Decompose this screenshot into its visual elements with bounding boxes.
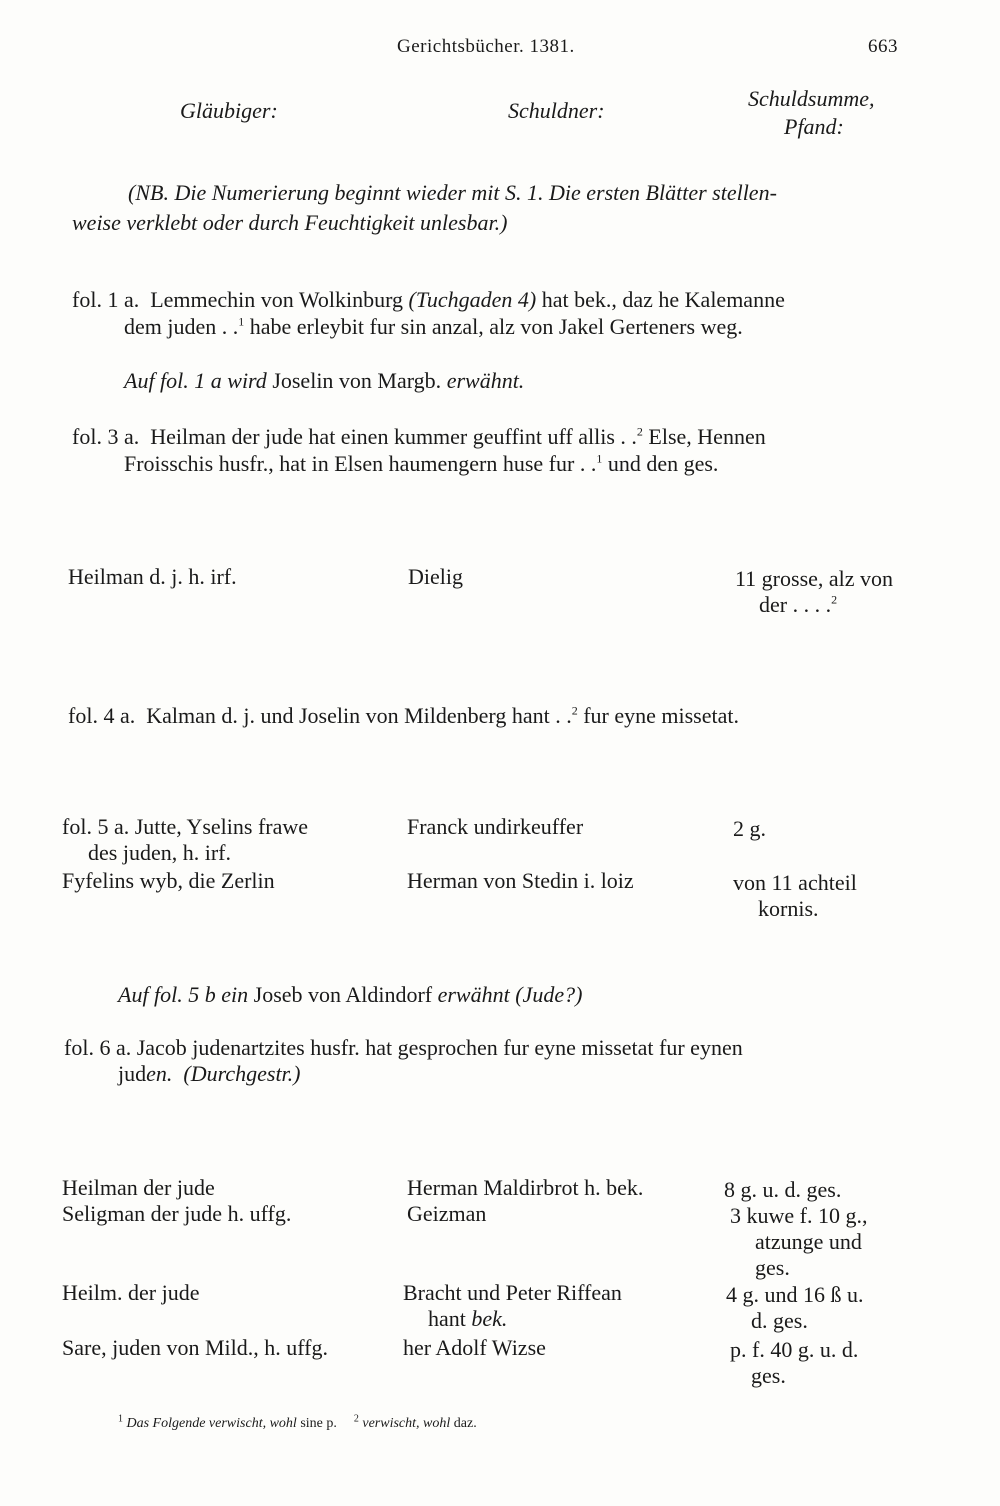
mention-suffix: erwähnt. xyxy=(446,368,525,393)
table3-row1-sum: 8 g. u. d. ges. xyxy=(724,1177,842,1202)
entry-text: habe erleybit fur sin anzal, alz von Jakel Gerteners weg. xyxy=(244,314,743,339)
table3-row4-sum-line2: ges. xyxy=(751,1363,786,1388)
table2-row2-sum-line2: kornis. xyxy=(758,896,819,921)
mention-name: Joseb von Aldindorf xyxy=(253,982,438,1007)
entry-fol-4a xyxy=(68,703,739,729)
table3-row1-creditor: Heilman der jude xyxy=(62,1175,215,1200)
table2-row2-sum-line1: von 11 achteil xyxy=(733,870,857,895)
table1-sum-line2 xyxy=(759,592,837,618)
entry-text: dem juden . . xyxy=(124,314,239,339)
column-heading-creditor: Gläubiger: xyxy=(180,98,278,123)
entry-fol-3a-line2 xyxy=(124,451,718,477)
footnote-text: Das Folgende verwischt, wohl xyxy=(126,1416,301,1431)
footnote-ref: 1 xyxy=(596,451,603,466)
table3-row3-sum-line1: 4 g. und 16 ß u. xyxy=(726,1282,864,1307)
mention-fol-1a xyxy=(124,368,524,394)
footnotes xyxy=(118,1413,477,1432)
running-title: Gerichtsbücher. 1381. xyxy=(397,36,575,57)
table1-sum-line1: 11 grosse, alz von xyxy=(735,566,894,591)
footnote-text: verwischt, wohl xyxy=(362,1416,454,1431)
entry-fol-3a-line1 xyxy=(72,424,766,450)
table3-row4-sum-line1: p. f. 40 g. u. d. xyxy=(730,1337,859,1362)
mention-name: Joselin von Margb. xyxy=(272,368,447,393)
entry-fol-1a-line2 xyxy=(124,314,743,340)
editorial-note-line1: (NB. Die Numerierung beginnt wieder mit S. 1. Die ersten Blätter stellen- xyxy=(128,180,777,205)
entry-fol-1a-line1 xyxy=(72,287,785,313)
entry-text: fol. 3 a. Heilman der jude hat einen kummer geuffint uff allis . . xyxy=(72,424,637,449)
sum-text: der . . . . xyxy=(759,592,832,617)
entry-text: fol. 1 a. Lemmechin von Wolkinburg xyxy=(72,287,409,312)
footnote-marker: 2 xyxy=(353,1413,359,1425)
table3-row3-creditor: Heilm. der jude xyxy=(62,1280,200,1305)
entry-text: fur eyne missetat. xyxy=(577,703,739,728)
footnote-text: sine p. xyxy=(300,1416,337,1431)
mention-prefix: Auf fol. 1 a wird xyxy=(124,368,273,393)
column-heading-pledge: Pfand: xyxy=(784,114,844,139)
footnote-ref: 1 xyxy=(238,314,245,329)
column-heading-debtor: Schuldner: xyxy=(508,98,605,123)
table2-row1-sum: 2 g. xyxy=(733,816,766,841)
table1-creditor: Heilman d. j. h. irf. xyxy=(68,564,237,589)
entry-text: und den ges. xyxy=(602,451,719,476)
entry-text: fol. 4 a. Kalman d. j. und Joselin von Mildenberg hant . . xyxy=(68,703,572,728)
entry-text: Froisschis husfr., hat in Elsen haumengern huse fur . . xyxy=(124,451,597,476)
column-heading-sum: Schuldsumme, xyxy=(748,86,875,111)
entry-text: hat bek., daz he Kalemanne xyxy=(536,287,785,312)
table2-row1-debtor: Franck undirkeuffer xyxy=(407,814,584,839)
location-reference: (Tuchgaden 4) xyxy=(408,287,537,312)
table3-row4-creditor: Sare, juden von Mild., h. uffg. xyxy=(62,1335,329,1360)
footnote-ref: 2 xyxy=(571,703,578,718)
strikethrough-note: en. (Durchgestr.) xyxy=(146,1061,301,1086)
table3-row3-debtor-line1: Bracht und Peter Riffean xyxy=(403,1280,622,1305)
footnote-ref: 2 xyxy=(636,424,643,439)
entry-text: jud xyxy=(118,1061,147,1086)
mention-suffix: erwähnt (Jude?) xyxy=(437,982,583,1007)
mention-fol-5b xyxy=(118,982,582,1008)
mention-prefix: Auf fol. 5 b ein xyxy=(118,982,254,1007)
table3-row4-debtor: her Adolf Wizse xyxy=(403,1335,546,1360)
table2-row1-creditor-line2: des juden, h. irf. xyxy=(88,840,231,865)
footnote-ref: 2 xyxy=(831,592,838,607)
table3-row2-sum-line1: 3 kuwe f. 10 g., xyxy=(730,1203,868,1228)
entry-text: Else, Hennen xyxy=(642,424,766,449)
footnote-marker: 1 xyxy=(118,1413,123,1425)
table3-row1-debtor: Herman Maldirbrot h. bek. xyxy=(407,1175,644,1200)
table3-row2-creditor: Seligman der jude h. uffg. xyxy=(62,1201,292,1226)
table3-row2-sum-line2: atzunge und xyxy=(755,1229,862,1254)
table1-debtor: Dielig xyxy=(408,564,463,589)
entry-fol-6a-line2 xyxy=(118,1061,301,1087)
table3-row2-debtor: Geizman xyxy=(407,1201,487,1226)
table3-row3-debtor-line2 xyxy=(428,1306,507,1332)
table3-row3-sum-line2: d. ges. xyxy=(751,1308,808,1333)
editorial-note-line2: weise verklebt oder durch Feuchtigkeit unlesbar.) xyxy=(72,210,508,235)
table3-row2-sum-line3: ges. xyxy=(755,1255,790,1280)
table2-row2-creditor: Fyfelins wyb, die Zerlin xyxy=(62,868,275,893)
table2-row1-creditor-line1: fol. 5 a. Jutte, Yselins frawe xyxy=(62,814,309,839)
debtor-text: hant xyxy=(428,1306,472,1331)
debtor-text-italic: bek. xyxy=(471,1306,508,1331)
footnote-text: daz. xyxy=(453,1416,477,1431)
page-number: 663 xyxy=(868,36,898,57)
table2-row2-debtor: Herman von Stedin i. loiz xyxy=(407,868,634,893)
entry-fol-6a-line1: fol. 6 a. Jacob judenartzites husfr. hat gesprochen fur eyne missetat fur eynen xyxy=(64,1035,743,1060)
